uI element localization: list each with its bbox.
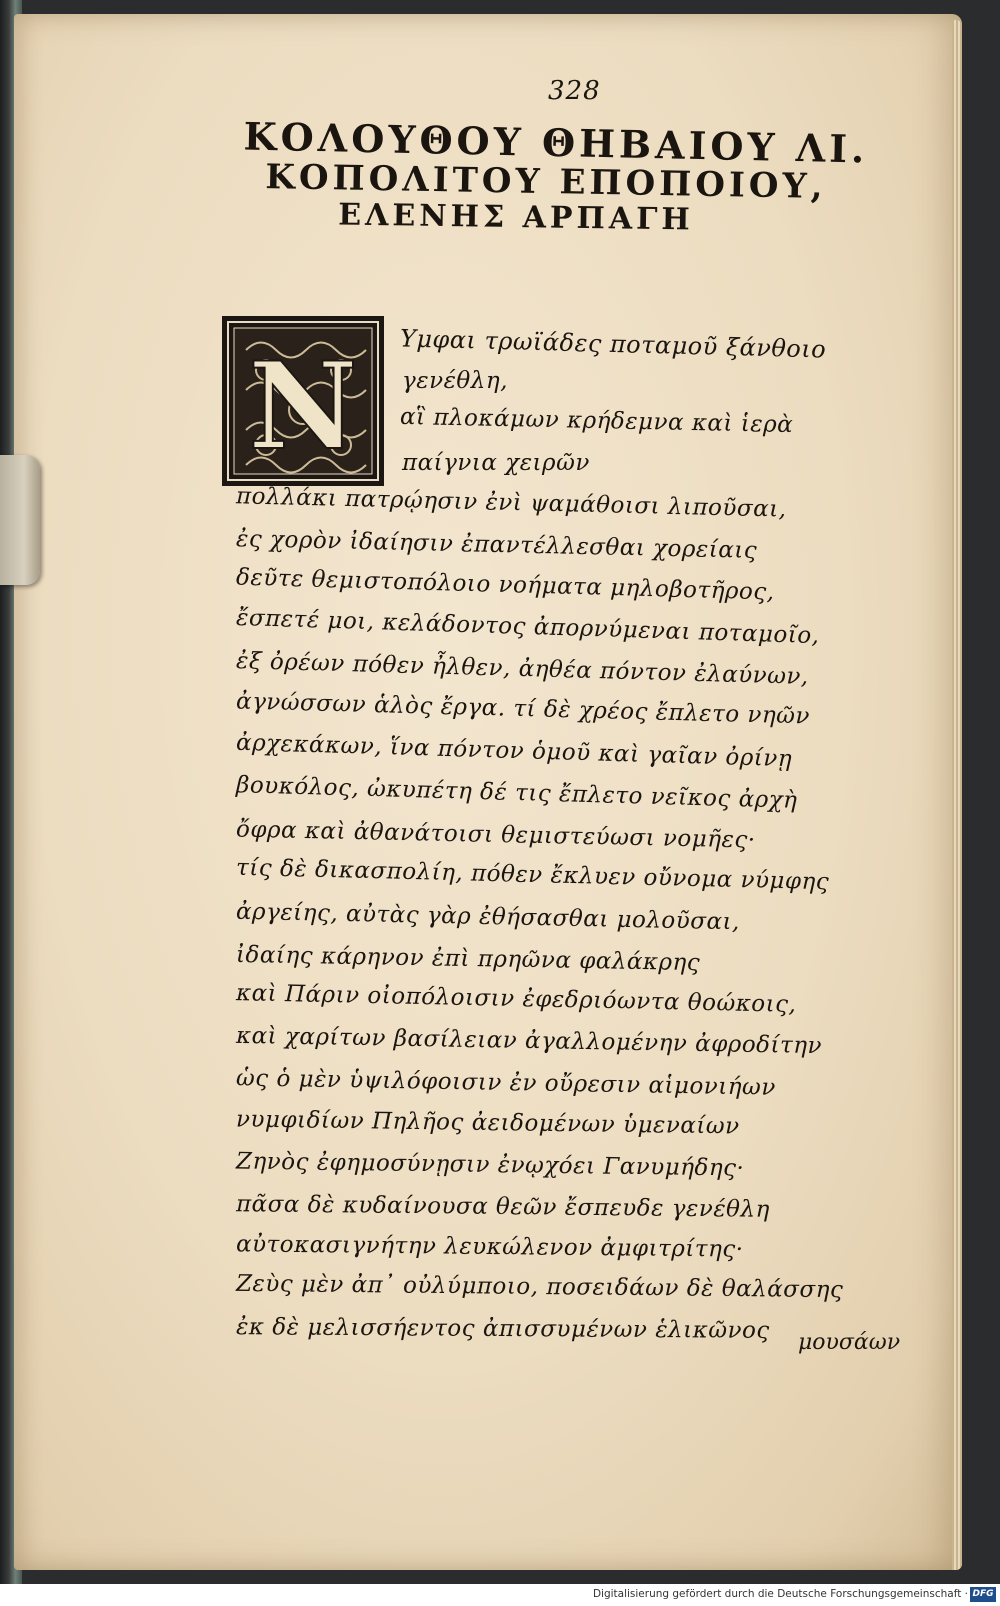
verse-line-21: Ζηνὸς ἐφημοσύνῃσιν ἐνῳχόει Γανυμήδης· <box>235 1148 745 1182</box>
dfg-logo: DFG <box>970 1587 996 1602</box>
verse-line-13: ὄφρα καὶ ἀθανάτοισι θεμιστεύωσι νομῆες· <box>235 816 756 854</box>
verse-line-7: δεῦτε θεμιστοπόλοιο νοήματα μηλοβοτῆρος, <box>235 564 775 606</box>
verse-line-20: νυμφιδίων Πηλῆος ἀειδομένων ὑμεναίων <box>235 1106 740 1140</box>
verse-line-15: ἀργείης, αὐτὰς γὰρ ἐθήσασθαι μολοῦσαι, <box>235 898 741 936</box>
initial-letter: N <box>248 336 358 477</box>
verse-line-3: αἳ πλοκάμων κρήδεμνα καὶ ἱερὰ <box>399 403 794 439</box>
verse-line-5: πολλάκι πατρῴησιν ἐνὶ ψαμάθοισι λιποῦσαι, <box>235 483 787 523</box>
footer-bar <box>0 1584 1000 1606</box>
verse-line-24: Ζεὺς μὲν ἀπ᾽ οὐλύμποιο, ποσειδάων δὲ θαλάσσης <box>235 1270 844 1304</box>
title-line-2: ΚΟΠΟΛΙΤΟΥ ΕΠΟΠΟΙΟΥ, <box>265 157 827 207</box>
verse-line-10: ἀγνώσσων ἁλὸς ἔργα. τί δὲ χρέος ἔπλετο νηῶν <box>235 688 811 730</box>
verse-line-18: καὶ χαρίτων βασίλειαν ἀγαλλομένην ἀφροδίτην <box>235 1022 823 1060</box>
decorated-initial <box>222 316 384 486</box>
page-edges <box>952 20 962 1570</box>
verse-line-8: ἔσπετέ μοι, κελάδοντος ἀπορνύμεναι ποταμοῖο, <box>235 604 820 650</box>
ornament-initial-icon <box>226 320 380 482</box>
title-line-1: ΚΟΛΟΥΘΟΥ ΘΗΒΑΙΟΥ ΛΙ. <box>243 113 869 172</box>
verse-line-2: γενέθλη, <box>402 368 508 394</box>
verse-line-11: ἀρχεκάκων, ἵνα πόντον ὁμοῦ καὶ γαῖαν ὀρίνῃ <box>235 729 793 773</box>
footer-credit: Digitalisierung gefördert durch die Deutsche Forschungsgemeinschaft · <box>592 1588 968 1600</box>
catchword: μουσάων <box>798 1330 901 1355</box>
verse-line-12: βουκόλος, ὠκυπέτη δέ τις ἔπλετο νεῖκος ἀρχὴ <box>235 772 798 814</box>
verse-line-25: ἐκ δὲ μελισσήεντος ἀπισσυμένων ἑλικῶνος <box>235 1314 770 1344</box>
page-number: 328 <box>548 76 601 106</box>
title-line-3: ΕΛΕΝΗΣ ΑΡΠΑΓΗ <box>338 197 694 238</box>
verse-line-19: ὡς ὁ μὲν ὑψιλόφοισιν ἐν οὔρεσιν αἱμονιήων <box>235 1065 777 1101</box>
verse-line-17: καὶ Πάριν οἰοπόλοισιν ἐφεδριόωντα θοώκοις, <box>235 980 797 1018</box>
verse-line-22: πᾶσα δὲ κυδαίνουσα θεῶν ἔσπευδε γενέθλη <box>235 1191 770 1223</box>
verse-line-16: ἰδαίης κάρηνον ἐπὶ πρηῶνα φαλάκρης <box>235 941 701 977</box>
verse-line-6: ἐς χορὸν ἰδαίησιν ἐπαντέλλεσθαι χορείαις <box>235 526 758 564</box>
verse-line-23: αὐτοκασιγνήτην λευκώλενον ἀμφιτρίτης· <box>235 1231 744 1263</box>
verse-line-1: Υμφαι τρωϊάδες ποταμοῦ ξάνθοιο <box>399 324 827 364</box>
clasp-strap <box>0 455 40 585</box>
verse-line-9: ἐξ ὀρέων πόθεν ἦλθεν, ἀηθέα πόντον ἐλαύνων, <box>235 648 810 690</box>
verse-line-14: τίς δὲ δικασπολίη, πόθεν ἔκλυεν οὔνομα νύμφης <box>235 854 830 896</box>
verse-line-4: παίγνια χειρῶν <box>402 450 590 476</box>
